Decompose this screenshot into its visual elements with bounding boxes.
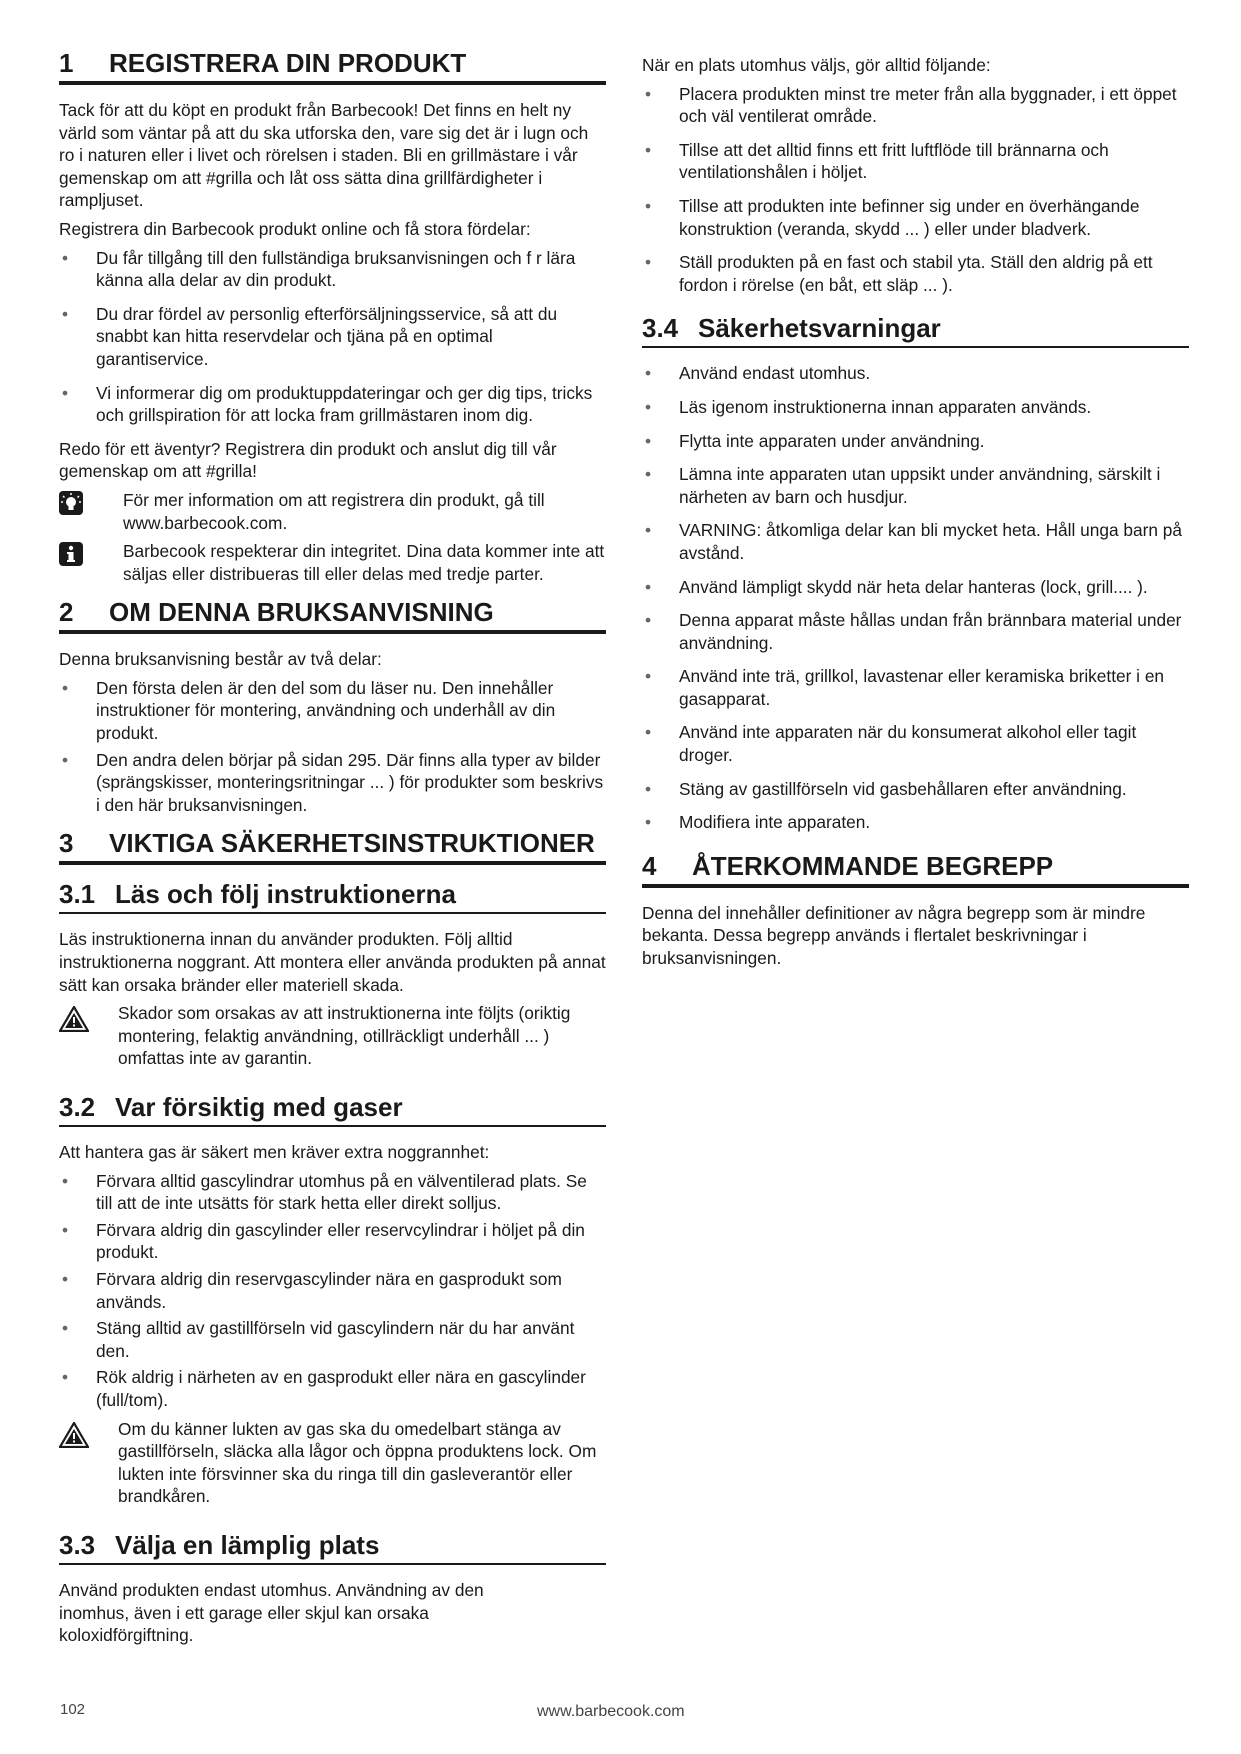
heading-section-1 <box>59 48 606 85</box>
left-column <box>59 48 606 1653</box>
warning-icon <box>59 1006 91 1037</box>
heading-section-3-4 <box>642 313 1189 348</box>
page-number: 102 <box>60 1701 86 1718</box>
warning-note <box>59 1418 606 1508</box>
warning-text: Skador som orsakas av att instruktionerna inte följts (oriktig montering, felaktig användning, otillräckligt underhåll ... ) omfattas inte av garantin. <box>118 1003 571 1069</box>
bullet-list <box>59 677 606 817</box>
section-number: 3.1 <box>59 879 96 910</box>
list-item: • Förvara alltid gascylindrar utomhus på en välventilerad plats. Se till att de inte utsätts för stark hetta eller direkt solljus. <box>59 1170 606 1215</box>
paragraph: Tack för att du köpt en produkt från Barbecook! Det finns en helt ny värld som väntar på att du ska utforska den, vare sig det är i lugn och ro i naturen eller i livet och rörelsen i staden. Bli en grillmästare i vår gemenskap om att #grilla och låt oss sätta dina grillfärdigheter i rampljuset. <box>59 100 589 211</box>
bullet-list <box>642 362 1189 834</box>
section-title: VIKTIGA SÄKERHETSINSTRUKTIONER <box>109 828 595 859</box>
info-text: Barbecook respekterar din integritet. Dina data kommer inte att säljas eller distribueras till eller delas med tredje parter. <box>123 541 605 584</box>
list-item: • Tillse att det alltid finns ett fritt luftflöde till brännarna och ventilationshålen i höljet. <box>642 139 1189 184</box>
section-number: 4 <box>642 850 657 881</box>
paragraph: Denna bruksanvisning består av två delar: <box>59 649 382 670</box>
info-icon <box>59 542 85 571</box>
list-item: • Använd endast utomhus. <box>642 362 1189 385</box>
tip-note <box>59 489 606 534</box>
list-item: • Läs igenom instruktionerna innan apparaten används. <box>642 396 1189 419</box>
section-number: 3.3 <box>59 1529 96 1560</box>
list-item: • Du drar fördel av personlig efterförsäljningsservice, så att du snabbt kan hitta reservdelar och tjäna på en optimal garantiservice. <box>59 303 606 371</box>
heading-section-3 <box>59 828 606 865</box>
right-column <box>642 54 1189 976</box>
paragraph: Denna del innehåller definitioner av några begrepp som är mindre bekanta. Dessa begrepp används i flertalet beskrivningar i bruksanvisningen. <box>642 902 1146 969</box>
list-item: • Tillse att produkten inte befinner sig under en överhängande konstruktion (veranda, skydd ... ) eller under bladverk. <box>642 195 1189 240</box>
section-number: 3.4 <box>642 313 679 344</box>
list-item: • Använd inte trä, grillkol, lavastenar eller keramiska briketter i en gasapparat. <box>642 665 1189 710</box>
bullet-list <box>642 83 1189 297</box>
paragraph: Använd produkten endast utomhus. Användning av den inomhus, även i ett garage eller skjul kan orsaka koloxidförgiftning. <box>59 1579 484 1646</box>
tip-text: För mer information om att registrera din produkt, gå till www.barbecook.com. <box>123 489 545 533</box>
paragraph: Läs instruktionerna innan du använder produkten. Följ alltid instruktionerna noggrant. Att montera eller använda produkten på annat sätt kan orsaka bränder eller materiell skada. <box>59 929 606 995</box>
list-item: • Förvara aldrig din reservgascylinder nära en gasprodukt som används. <box>59 1268 606 1313</box>
paragraph: Registrera din Barbecook produkt online och få stora fördelar: <box>59 218 531 239</box>
section-number: 2 <box>59 597 74 628</box>
heading-section-2 <box>59 597 606 634</box>
heading-section-3-2 <box>59 1092 606 1127</box>
warning-icon <box>59 1422 91 1453</box>
paragraph: När en plats utomhus väljs, gör alltid följande: <box>642 55 991 75</box>
section-title: Var försiktig med gaser <box>115 1092 403 1122</box>
list-item: • Använd inte apparaten när du konsumerat alkohol eller tagit droger. <box>642 721 1189 766</box>
warning-note <box>59 1002 606 1070</box>
section-number: 3.2 <box>59 1092 96 1122</box>
list-item: • Ställ produkten på en fast och stabil yta. Ställ den aldrig på ett fordon i rörelse (en båt, ett släp ... ). <box>642 251 1189 296</box>
list-item: • Denna apparat måste hållas undan från brännbara material under användning. <box>642 609 1189 654</box>
list-item: • Modifiera inte apparaten. <box>642 811 1189 834</box>
list-item: • VARNING: åtkomliga delar kan bli mycket heta. Håll unga barn på avstånd. <box>642 519 1189 564</box>
section-title: Läs och följ instruktionerna <box>115 879 456 910</box>
list-item: • Flytta inte apparaten under användning. <box>642 430 1189 453</box>
section-number: 3 <box>59 828 74 859</box>
list-item: • Förvara aldrig din gascylinder eller reservcylindrar i höljet på din produkt. <box>59 1219 606 1264</box>
list-item: • Vi informerar dig om produktuppdateringar och ger dig tips, tricks och grillspiration för att locka fram grillmästaren inom dig. <box>59 382 606 427</box>
paragraph: Att hantera gas är säkert men kräver extra noggrannhet: <box>59 1142 490 1162</box>
list-item: • Stäng alltid av gastillförseln vid gascylindern när du har använt den. <box>59 1317 606 1362</box>
heading-section-3-3 <box>59 1530 606 1565</box>
footer-url: www.barbecook.com <box>537 1703 685 1720</box>
list-item: • Rök aldrig i närheten av en gasprodukt eller nära en gascylinder (full/tom). <box>59 1366 606 1411</box>
list-item: • Lämna inte apparaten utan uppsikt under användning, särskilt i närheten av barn och husdjur. <box>642 463 1189 508</box>
list-item: • Den första delen är den del som du läser nu. Den innehåller instruktioner för montering, användning och underhåll av din produkt. <box>59 677 606 745</box>
section-number: 1 <box>59 48 74 78</box>
lightbulb-icon <box>59 491 85 520</box>
info-note <box>59 540 606 585</box>
warning-text: Om du känner lukten av gas ska du omedelbart stänga av gastillförseln, släcka alla lågor och öppna produktens lock. Om lukten inte försvinner ska du ringa till din gasleverantör eller brandkåren. <box>118 1418 597 1507</box>
paragraph: Redo för ett äventyr? Registrera din produkt och anslut dig till vår gemenskap om att #grilla! <box>59 438 557 482</box>
section-title: ÅTERKOMMANDE BEGREPP <box>692 850 1054 881</box>
list-item: • Du får tillgång till den fullständiga bruksanvisningen och f r lära känna alla delar av din produkt. <box>59 247 606 292</box>
section-title: OM DENNA BRUKSANVISNING <box>109 597 494 628</box>
heading-section-3-1 <box>59 879 606 914</box>
section-title: REGISTRERA DIN PRODUKT <box>109 48 467 78</box>
list-item: • Placera produkten minst tre meter från alla byggnader, i ett öppet och väl ventilerat område. <box>642 83 1189 128</box>
list-item: • Den andra delen börjar på sidan 295. Där finns alla typer av bilder (sprängskisser, monteringsritningar ... ) för produkter som beskrivs i den här bruksanvisningen. <box>59 749 606 817</box>
section-title: Säkerhetsvarningar <box>698 313 941 344</box>
bullet-list <box>59 1170 606 1412</box>
list-item: • Använd lämpligt skydd när heta delar hanteras (lock, grill.... ). <box>642 576 1189 599</box>
section-title: Välja en lämplig plats <box>115 1529 380 1560</box>
bullet-list <box>59 247 606 427</box>
list-item: • Stäng av gastillförseln vid gasbehållaren efter användning. <box>642 778 1189 801</box>
heading-section-4 <box>642 851 1189 888</box>
